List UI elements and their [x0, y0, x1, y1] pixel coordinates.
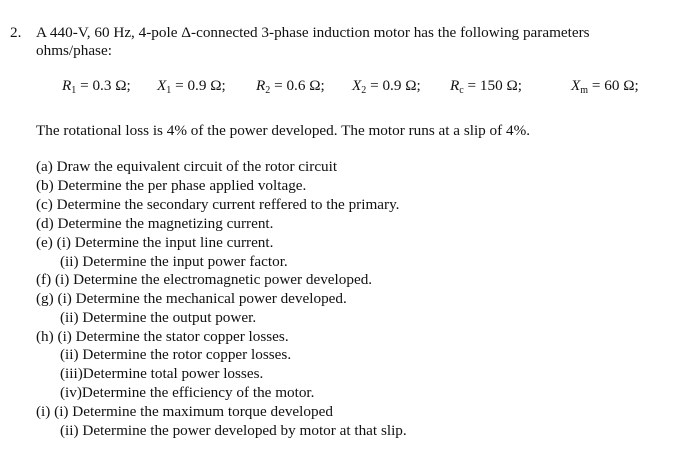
question-text-line-1: A 440-V, 60 Hz, 4-pole Δ-connected 3-phase induction motor has the following parameters	[36, 24, 590, 41]
part-h-iii: (iii)Determine total power losses.	[60, 365, 264, 382]
part-h-i: (h) (i) Determine the stator copper losses.	[36, 328, 289, 345]
part-b: (b) Determine the per phase applied voltage.	[36, 177, 307, 194]
part-f-i: (f) (i) Determine the electromagnetic power developed.	[36, 271, 373, 288]
part-g-i: (g) (i) Determine the mechanical power developed.	[36, 290, 347, 307]
question-number: 2.	[10, 24, 22, 41]
problem-statement: The rotational loss is 4% of the power developed. The motor runs at a slip of 4%.	[36, 122, 531, 139]
parameter-list	[0, 77, 700, 101]
part-d: (d) Determine the magnetizing current.	[36, 215, 274, 232]
part-h-iv: (iv)Determine the efficiency of the motor.	[60, 384, 315, 401]
part-i-ii: (ii) Determine the power developed by motor at that slip.	[60, 422, 407, 439]
part-g-ii: (ii) Determine the output power.	[60, 309, 257, 326]
part-h-ii: (ii) Determine the rotor copper losses.	[60, 346, 292, 363]
question-text-line-2: ohms/phase:	[36, 42, 112, 59]
part-a: (a) Draw the equivalent circuit of the rotor circuit	[36, 158, 338, 175]
parameter-r1: $R_1 = 0.3$ Ω;	[62, 77, 131, 96]
part-e-i: (e) (i) Determine the input line current.	[36, 234, 274, 251]
part-c: (c) Determine the secondary current reffered to the primary.	[36, 196, 400, 213]
parameter-x2: $X_2 = 0.9$ Ω;	[352, 77, 421, 96]
part-i-i: (i) (i) Determine the maximum torque developed	[36, 403, 333, 420]
part-e-ii: (ii) Determine the input power factor.	[60, 253, 288, 270]
parameter-x1: $X_1 = 0.9$ Ω;	[157, 77, 226, 96]
parameter-rc: $R_c = 150$ Ω;	[450, 77, 522, 96]
parameter-xm: $X_m = 60$ Ω;	[571, 77, 639, 96]
parameter-r2: $R_2 = 0.6$ Ω;	[256, 77, 325, 96]
